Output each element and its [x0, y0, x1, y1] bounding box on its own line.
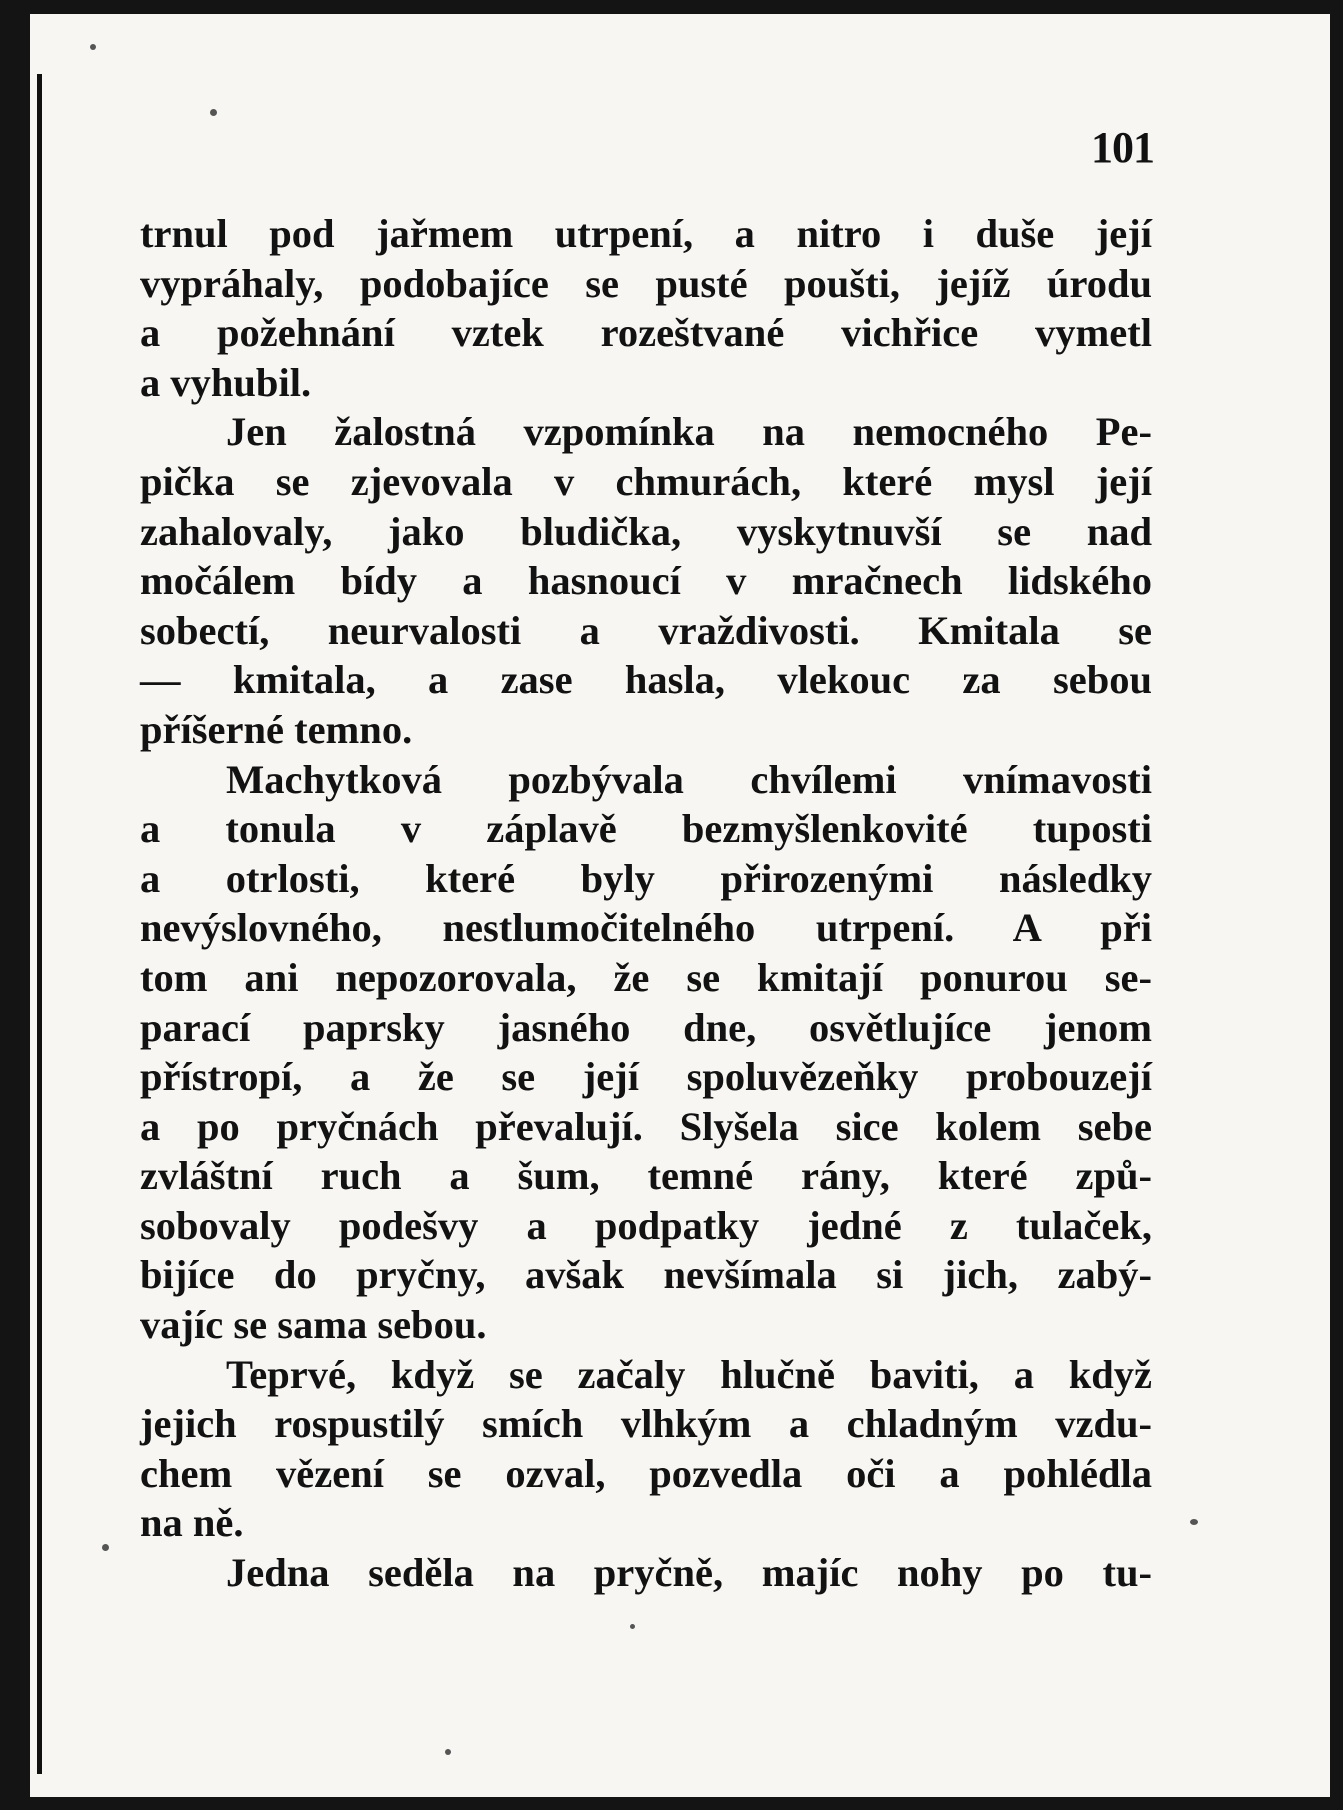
text-line: chem vězení se ozval, pozvedla oči a pohlédla [140, 1450, 1152, 1496]
text-line: a tonula v záplavě bezmyšlenkovité tuposti [140, 806, 1152, 852]
scan-speck [210, 109, 217, 116]
body-text [140, 209, 1152, 1598]
text-line: a po pryčnách převalují. Slyšela sice kolem sebe [140, 1103, 1152, 1149]
text-line: — kmitala, a zase hasla, vlekouc za sebou [140, 657, 1152, 703]
scan-speck [1190, 1519, 1198, 1525]
text-line: jejich rospustilý smích vlhkým a chladným vzdu- [140, 1401, 1152, 1447]
binding-edge [37, 74, 42, 1774]
text-line: parací paprsky jasného dne, osvětlujíce jenom [140, 1004, 1152, 1050]
text-line: zvláštní ruch a šum, temné rány, které způ- [140, 1153, 1152, 1199]
text-line: Jen žalostná vzpomínka na nemocného Pe- [226, 409, 1152, 455]
text-line: tom ani nepozorovala, že se kmitají ponurou se- [140, 954, 1152, 1000]
text-line: sobovaly podešvy a podpatky jedné z tulaček, [140, 1202, 1152, 1248]
text-line: močálem bídy a hasnoucí v mračnech lidského [140, 558, 1152, 604]
scan-speck [630, 1624, 635, 1629]
text-line: nevýslovného, nestlumočitelného utrpení. A při [140, 905, 1152, 951]
text-line: vypráhaly, podobajíce se pusté poušti, jejíž úrodu [140, 260, 1152, 306]
scan-speck [102, 1544, 109, 1551]
scan-speck [445, 1749, 451, 1755]
text-line: vajíc se sama sebou. [140, 1302, 487, 1348]
text-line: a vyhubil. [140, 359, 312, 405]
text-line: příšerné temno. [140, 706, 413, 752]
text-line: a otrlosti, které byly přirozenými následky [140, 855, 1152, 901]
text-line: trnul pod jařmem utrpení, a nitro i duše její [140, 211, 1152, 256]
text-line: sobectí, neurvalosti a vraždivosti. Kmitala se [140, 607, 1152, 653]
text-line: Jedna seděla na pryčně, majíc nohy po tu- [226, 1550, 1152, 1596]
text-line: a požehnání vztek rozeštvané vichřice vymetl [140, 310, 1152, 356]
text-line: Machytková pozbývala chvílemi vnímavosti [226, 756, 1152, 802]
book-page [30, 14, 1330, 1797]
text-line: na ně. [140, 1500, 244, 1546]
page-number: 101 [1091, 123, 1154, 172]
scan-speck [90, 44, 96, 50]
text-line: přístropí, a že se její spoluvězeňky probouzejí [140, 1054, 1152, 1100]
text-line: pička se zjevovala v chmurách, které mysl její [140, 458, 1152, 504]
text-line: Teprvé, když se začaly hlučně baviti, a když [226, 1351, 1152, 1397]
text-line: bijíce do pryčny, avšak nevšímala si jich, zabý- [140, 1252, 1152, 1298]
text-line: zahalovaly, jako bludička, vyskytnuvší se nad [140, 508, 1152, 554]
